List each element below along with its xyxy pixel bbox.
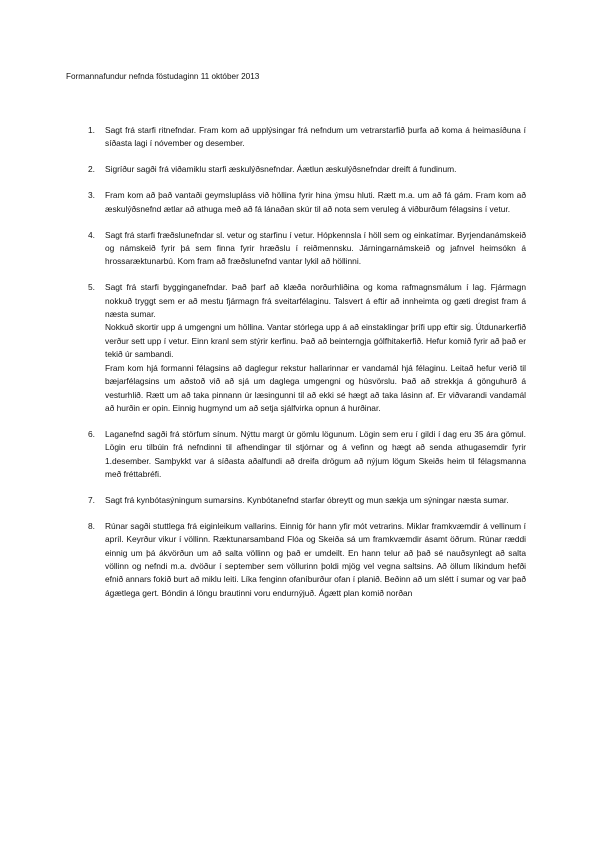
agenda-item <box>88 520 526 600</box>
agenda-item <box>88 124 526 151</box>
item-paragraph: Laganefnd sagði frá störfum sínum. Nýttu margt úr gömlu lögunum. Lögin sem eru í gildi í dag eru 35 ára gömul. Lögin eru tilbúin frá nefndinni til afhendingar til stjórnar og á vefinn og hægt að senda athugasemdir fyrir 1.desember. Samþykkt var á síðasta aðalfundi að dreifa drögum að nýjum lögum Skeiðs heim til félagsmanna með fréttabréfi. <box>105 428 526 480</box>
agenda-list <box>88 124 526 600</box>
document-title: Formannafundur nefnda föstudaginn 11 október 2013 <box>66 72 260 81</box>
item-number: 7. <box>88 494 95 505</box>
agenda-item <box>88 229 526 269</box>
item-paragraph: Nokkuð skortir upp á umgengni um höllina. Vantar stórlega upp á að einstaklingar þrífi upp eftir sig. Útdunarkerfið verður sett upp í vetur. Einn kranl sem stýrir kerfinu. Það að beinterngja gólfhitakerfið. Hefur komið fyrir að það er tekið úr sambandi. <box>105 322 526 360</box>
agenda-item <box>88 428 526 482</box>
item-paragraph: Sagt frá starfi ritnefndar. Fram kom að upplýsingar frá nefndum um vetrarstarfið þurfa að koma á heimasíðuna í síðasta lagi í nóvember og desember. <box>105 125 526 149</box>
item-paragraph: Sagt frá starfi fræðslunefndar sl. vetur og starfinu í vetur. Hópkennsla í höll sem og einkatímar. Byrjendanámskeið og námskeið fyrir þá sem finna fyrir hræðslu í reiðmennsku. Járningarnámskeið og jafnvel heimsókn á hrossaræktunarbú. Kom fram að fræðslunefnd vantar lykil að höllinni. <box>105 229 526 267</box>
item-number: 1. <box>88 125 95 135</box>
agenda-item <box>88 163 526 176</box>
item-paragraph: Sigríður sagði frá viðamiklu starfi æskulýðsnefndar. Áætlun æskulýðsnefndar dreift á fundinum. <box>105 164 457 175</box>
item-paragraph: Rúnar sagði stuttlega frá eiginleikum vallarins. Einnig fór hann yfir mót vetrarins. Miklar framkvæmdir á vellinum í apríl. Keyrður vikur í völlinn. Ræktunarsamband Flóa og Skeiða sá um framkvæmdir ásamt öðrum. Rúnar ræddi einnig um þá ákvörðun um að salta völlinn og það er umdeilt. En hann telur að það sé nauðsynlegt að salta völlinn og nefndi m.a. dvöður í september sem völlurinn þoldi mjög vel vegna saltsins. Að öllum líkindum hefði efnið annars fokið burt að miklu leiti. Líka fenginn ofaníburður ofan í planið. Beðinn að um slétt í sumar og var það ágætlega gert. Bóndin á löngu brautinni voru endurnýjuð. Ágætt plan komið norðan <box>105 520 526 598</box>
agenda-item <box>88 494 526 507</box>
item-paragraph: Fram kom að það vantaði geymslupláss við höllina fyrir hina ýmsu hluti. Rætt m.a. um að fá gám. Fram kom að æskulýðsnefnd ætlar að athuga með að fá lánaðan skúr til að nota sem veruleg á viðburðum félagsins í vetur. <box>105 190 526 214</box>
item-number: 3. <box>88 190 95 201</box>
item-paragraph: Sagt frá starfi bygginganefndar. Það þarf að klæða norðurhliðina og koma rafmagnsmálum í lag. Fjármagn nokkuð tryggt sem er að mestu fjármagn frá sveitarfélaginu. Talsvert á eftir að innheimta og gæti dregist fram á næsta sumar. <box>105 282 526 320</box>
item-number: 5. <box>88 282 95 293</box>
agenda-item <box>88 189 526 216</box>
item-paragraph: Fram kom hjá formanni félagsins að daglegur rekstur hallarinnar er vandamál hjá félaginu. Leitað hefur verið til bæjarfélagsins um aðstoð við að sjá um daglega umgengni og húsvörslu. Það að strekkja á gönguhurð á vesturhlið. Rætt um að taka pinnann úr læsingunni til að ekki sé hægt að taka lásinn af. Er viðvarandi vandamál að hurðin er opin. Einnig hugmynd um að setja sjálfvirka opnun á hurðinar. <box>105 362 526 413</box>
item-number: 6. <box>88 428 95 439</box>
agenda-item <box>88 281 526 415</box>
item-number: 2. <box>88 164 95 175</box>
item-number: 8. <box>88 520 95 531</box>
item-paragraph: Sagt frá kynbótasýningum sumarsins. Kynbótanefnd starfar óbreytt og mun sækja um sýningar næsta sumar. <box>105 494 509 505</box>
item-number: 4. <box>88 229 95 240</box>
